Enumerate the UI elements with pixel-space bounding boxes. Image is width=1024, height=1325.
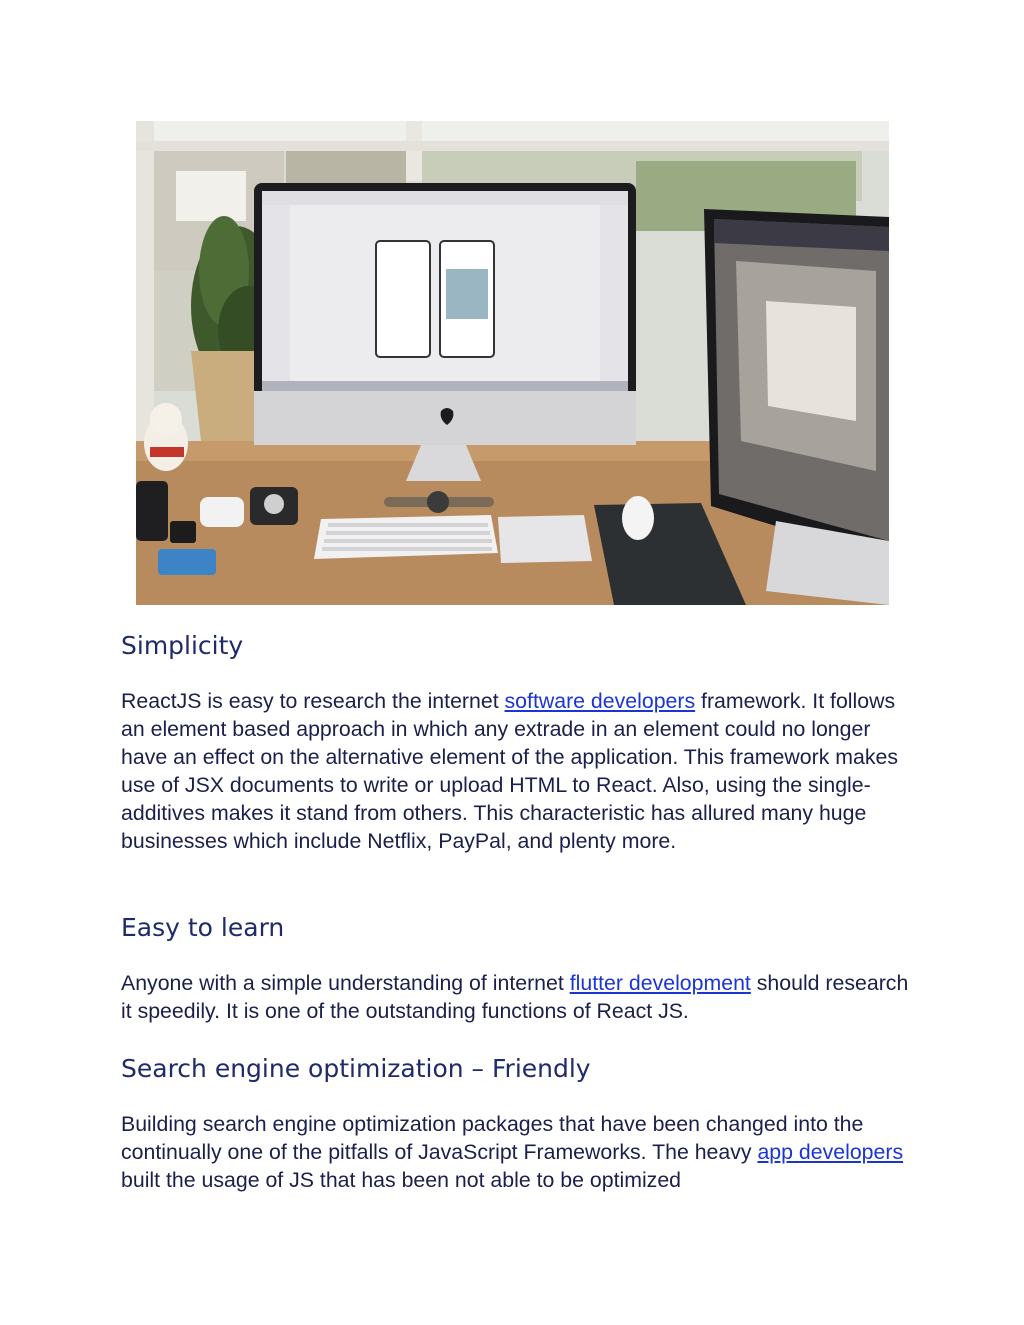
flutter-development-link[interactable]: flutter development — [569, 971, 751, 995]
paragraph-text: should research it speedily. It is one of the outstanding functions of React JS. — [121, 971, 909, 1023]
paragraph-text: ReactJS is easy to research the internet — [121, 689, 505, 713]
paragraph-text: Building search engine optimization packages that have been changed into the continually one of the pitfalls of JavaScript Frameworks. The heavy — [121, 1112, 864, 1164]
paragraph-text: built the usage of JS that has been not able to be optimized — [121, 1168, 682, 1192]
paragraph-easy-to-learn — [121, 969, 911, 1025]
heading-simplicity: Simplicity — [121, 631, 244, 660]
paragraph-seo-friendly — [121, 1110, 911, 1194]
paragraph-text: Anyone with a simple understanding of internet — [121, 971, 570, 995]
paragraph-simplicity — [121, 687, 911, 855]
app-developers-link[interactable]: app developers — [757, 1140, 904, 1164]
desk-photo — [136, 121, 889, 605]
paragraph-text: framework. It follows an element based approach in which any extrade in an element could no longer have an effect on the alternative element of the application. This framework makes use of JSX documents to write or upload HTML to React. Also, using the single-additives makes it stand from others. This characteristic has allured many huge businesses which include Netflix, PayPal, and plenty more. — [121, 689, 898, 853]
software-developers-link[interactable]: software developers — [504, 689, 696, 713]
heading-easy-to-learn: Easy to learn — [121, 913, 285, 942]
heading-seo-friendly: Search engine optimization – Friendly — [121, 1054, 591, 1083]
